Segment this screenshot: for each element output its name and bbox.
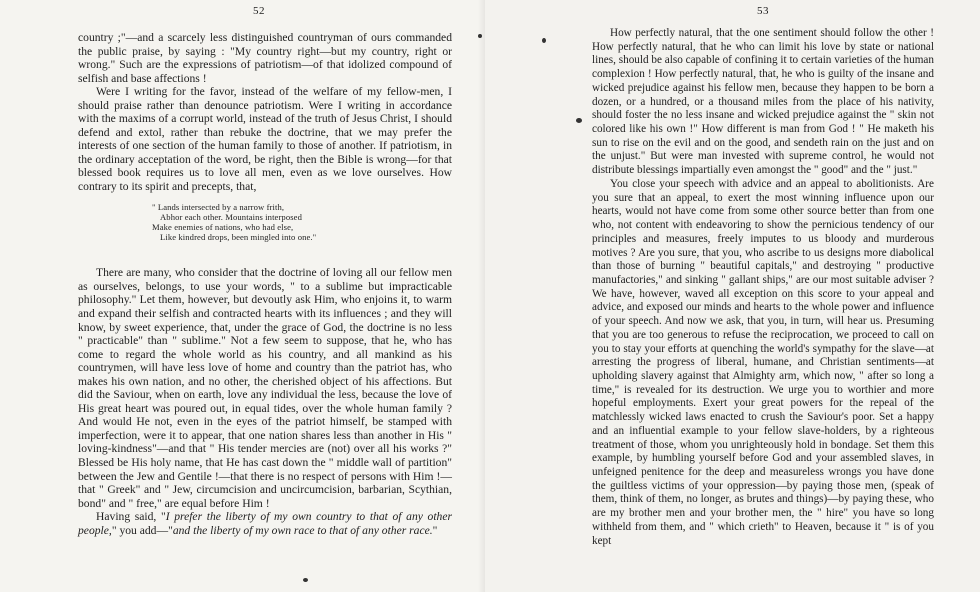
verse-line-1: " Lands intersected by a narrow frith,: [152, 201, 285, 212]
para4-end: ": [432, 523, 438, 537]
verse-line-4: Like kindred drops, been mingled into one.": [160, 232, 317, 243]
left-paragraph-3: There are many, who consider that the doctrine of loving all our fellow men as ourselves, belongs, to use your words, " to a sublime but impracticable philosophy." Let them, however, but devoutly ask Him, who enjoins it, to warm and expand their selfish and contracted hearts with its influences ; and they will know, by sweet experience, that, under the grace of God, the doctrine is no less " practicable" than " sublime." Not a few seem to suppose, that he, who has come to regard the whole world as his country, and all mankind as his countrymen, will have less love of home and country than the patriot has, who makes his own nation, and no other, the cherished object of his affections. But did the Saviour, when on earth, love any individual the less, because the love of His great heart was poured out, in equal tides, over the whole human family ? And would He not, even in the eyes of the patriot himself, be stamped with imperfection, were it to appear, that one nation shares less than another in His " loving-kindness"—and that " His tender mercies are (not) over all his works ?" Blessed be His holy name, that He has cast down the " middle wall of partition" between the Jew and Gentile !—that there is no respect of persons with Him !—that " Greek" and " Jew, circumcision and uncircumcision, barbarian, Scythian, bond" and " free," are equal before Him !: [78, 266, 452, 510]
right-page: [485, 0, 980, 592]
right-paragraph-2: You close your speech with advice and an appeal to abolitionists. Are you sure that an appeal, to exert the most winning influence upon our hearts, would not have come from some other source better than from one who, not content with endeavoring to show the pernicious tendency of our principles and measures, freely imputes to us bloody and murderous motives ? Are you sure, that you, who ascribe to us designs more diabolical than those of burning " beautiful capitals," and destroying " productive manufactories," and sinking " gallant ships," are our most suitable adviser ? We have, however, waved all exception on this score to your appeal and advice, and exposed our minds and hearts to the whole power and influence of your speech. And now we ask, that you, in turn, will hear us. Presuming that you are too generous to refuse the reciprocation, we proceed to call on you to stay your efforts at quenching the world's sympathy for the slave—at arresting the progress of liberal, humane, and Christian sentiments—at upholding slavery against that Almighty arm, which now, " after so long a time," is revealed for its destruction. We urge you to worthier and more hopeful employments. Exert your great powers for the repeal of the matchlessly wicked laws enacted to crush the Saviour's poor. Set a happy and an influential example to your fellow slave-holders, by a righteous treatment of those, whom you unrighteously hold in bondage. Set them this example, by humbling yourself before God and your assembled slaves, in unfeigned penitence for the deep and measureless wrongs you have done the guiltless victims of your oppression—by paying those men, (speak of them, think of them, no longer, as brutes and things)—by paying these, who are my brother men and your brother men, the " hire" you have so long withheld from them, and " which crieth" to Heaven, because it " is of you kept: [592, 177, 934, 547]
page-number-left: 52: [253, 5, 265, 17]
left-page: [0, 0, 485, 592]
ink-speck: [303, 578, 308, 582]
ink-speck: [542, 38, 546, 43]
verse-line-3: Make enemies of nations, who had else,: [152, 221, 294, 232]
left-page-text: [78, 31, 452, 537]
left-paragraph-1: country ;"—and a scarcely less distinguished countryman of ours commanded the public praise, by saying : "My country right—but my country, right or wrong." Such are the expressions of patriotism—of that idolized compound of selfish and base affections !: [78, 31, 452, 85]
left-paragraph-4: [78, 510, 452, 537]
page-number-right: 53: [757, 5, 769, 17]
para4-start: Having said, ": [96, 510, 166, 524]
para4-quote-2: and the liberty of my own race to that of any other race.: [172, 523, 433, 537]
right-paragraph-1: How perfectly natural, that the one sentiment should follow the other ! How perfectly natural, that he who can limit his love by state or national lines, should be also capable of confining it to certain varieties of the human complexion ! How perfectly natural, that, he who is guilty of the insane and wicked prejudice against his fellow men, because they happen to be born a dozen, or a hundred, or a thousand miles from the place of his nativity, should foster the no less insane and wicked prejudice against the " skin not colored like his own !" How different is man from God ! " He maketh his sun to rise on the evil and on the good, and sendeth rain on the just and on the unjust." But were man invested with supreme control, he would not distribute blessings impartially even amongst the " good" and the " just.": [592, 27, 934, 177]
ink-speck: [576, 118, 582, 123]
ink-speck: [478, 34, 482, 38]
left-paragraph-2: Were I writing for the favor, instead of the welfare of my fellow-men, I should praise rather than denounce patriotism. Were I writing in accordance with the maxims of a corrupt world, instead of the truth of Jesus Christ, I should defend and extol, rather than rebuke the doctrine, that we may prefer the interests of one section of the human family to those of another. If patriotism, in the ordinary acceptation of the word, be right, then the Bible is wrong—for that blessed book requires us to love all men, even as we love ourselves. How contrary to its spirit and precepts, that,: [78, 85, 452, 194]
right-page-text: [592, 27, 934, 548]
verse-quotation: [152, 202, 452, 243]
para4-mid: " you add—": [111, 523, 173, 537]
verse-line-2: Abhor each other. Mountains interposed: [160, 211, 302, 222]
para4-quote-1: I prefer the liberty of my own country to that of any other people,: [78, 510, 452, 537]
